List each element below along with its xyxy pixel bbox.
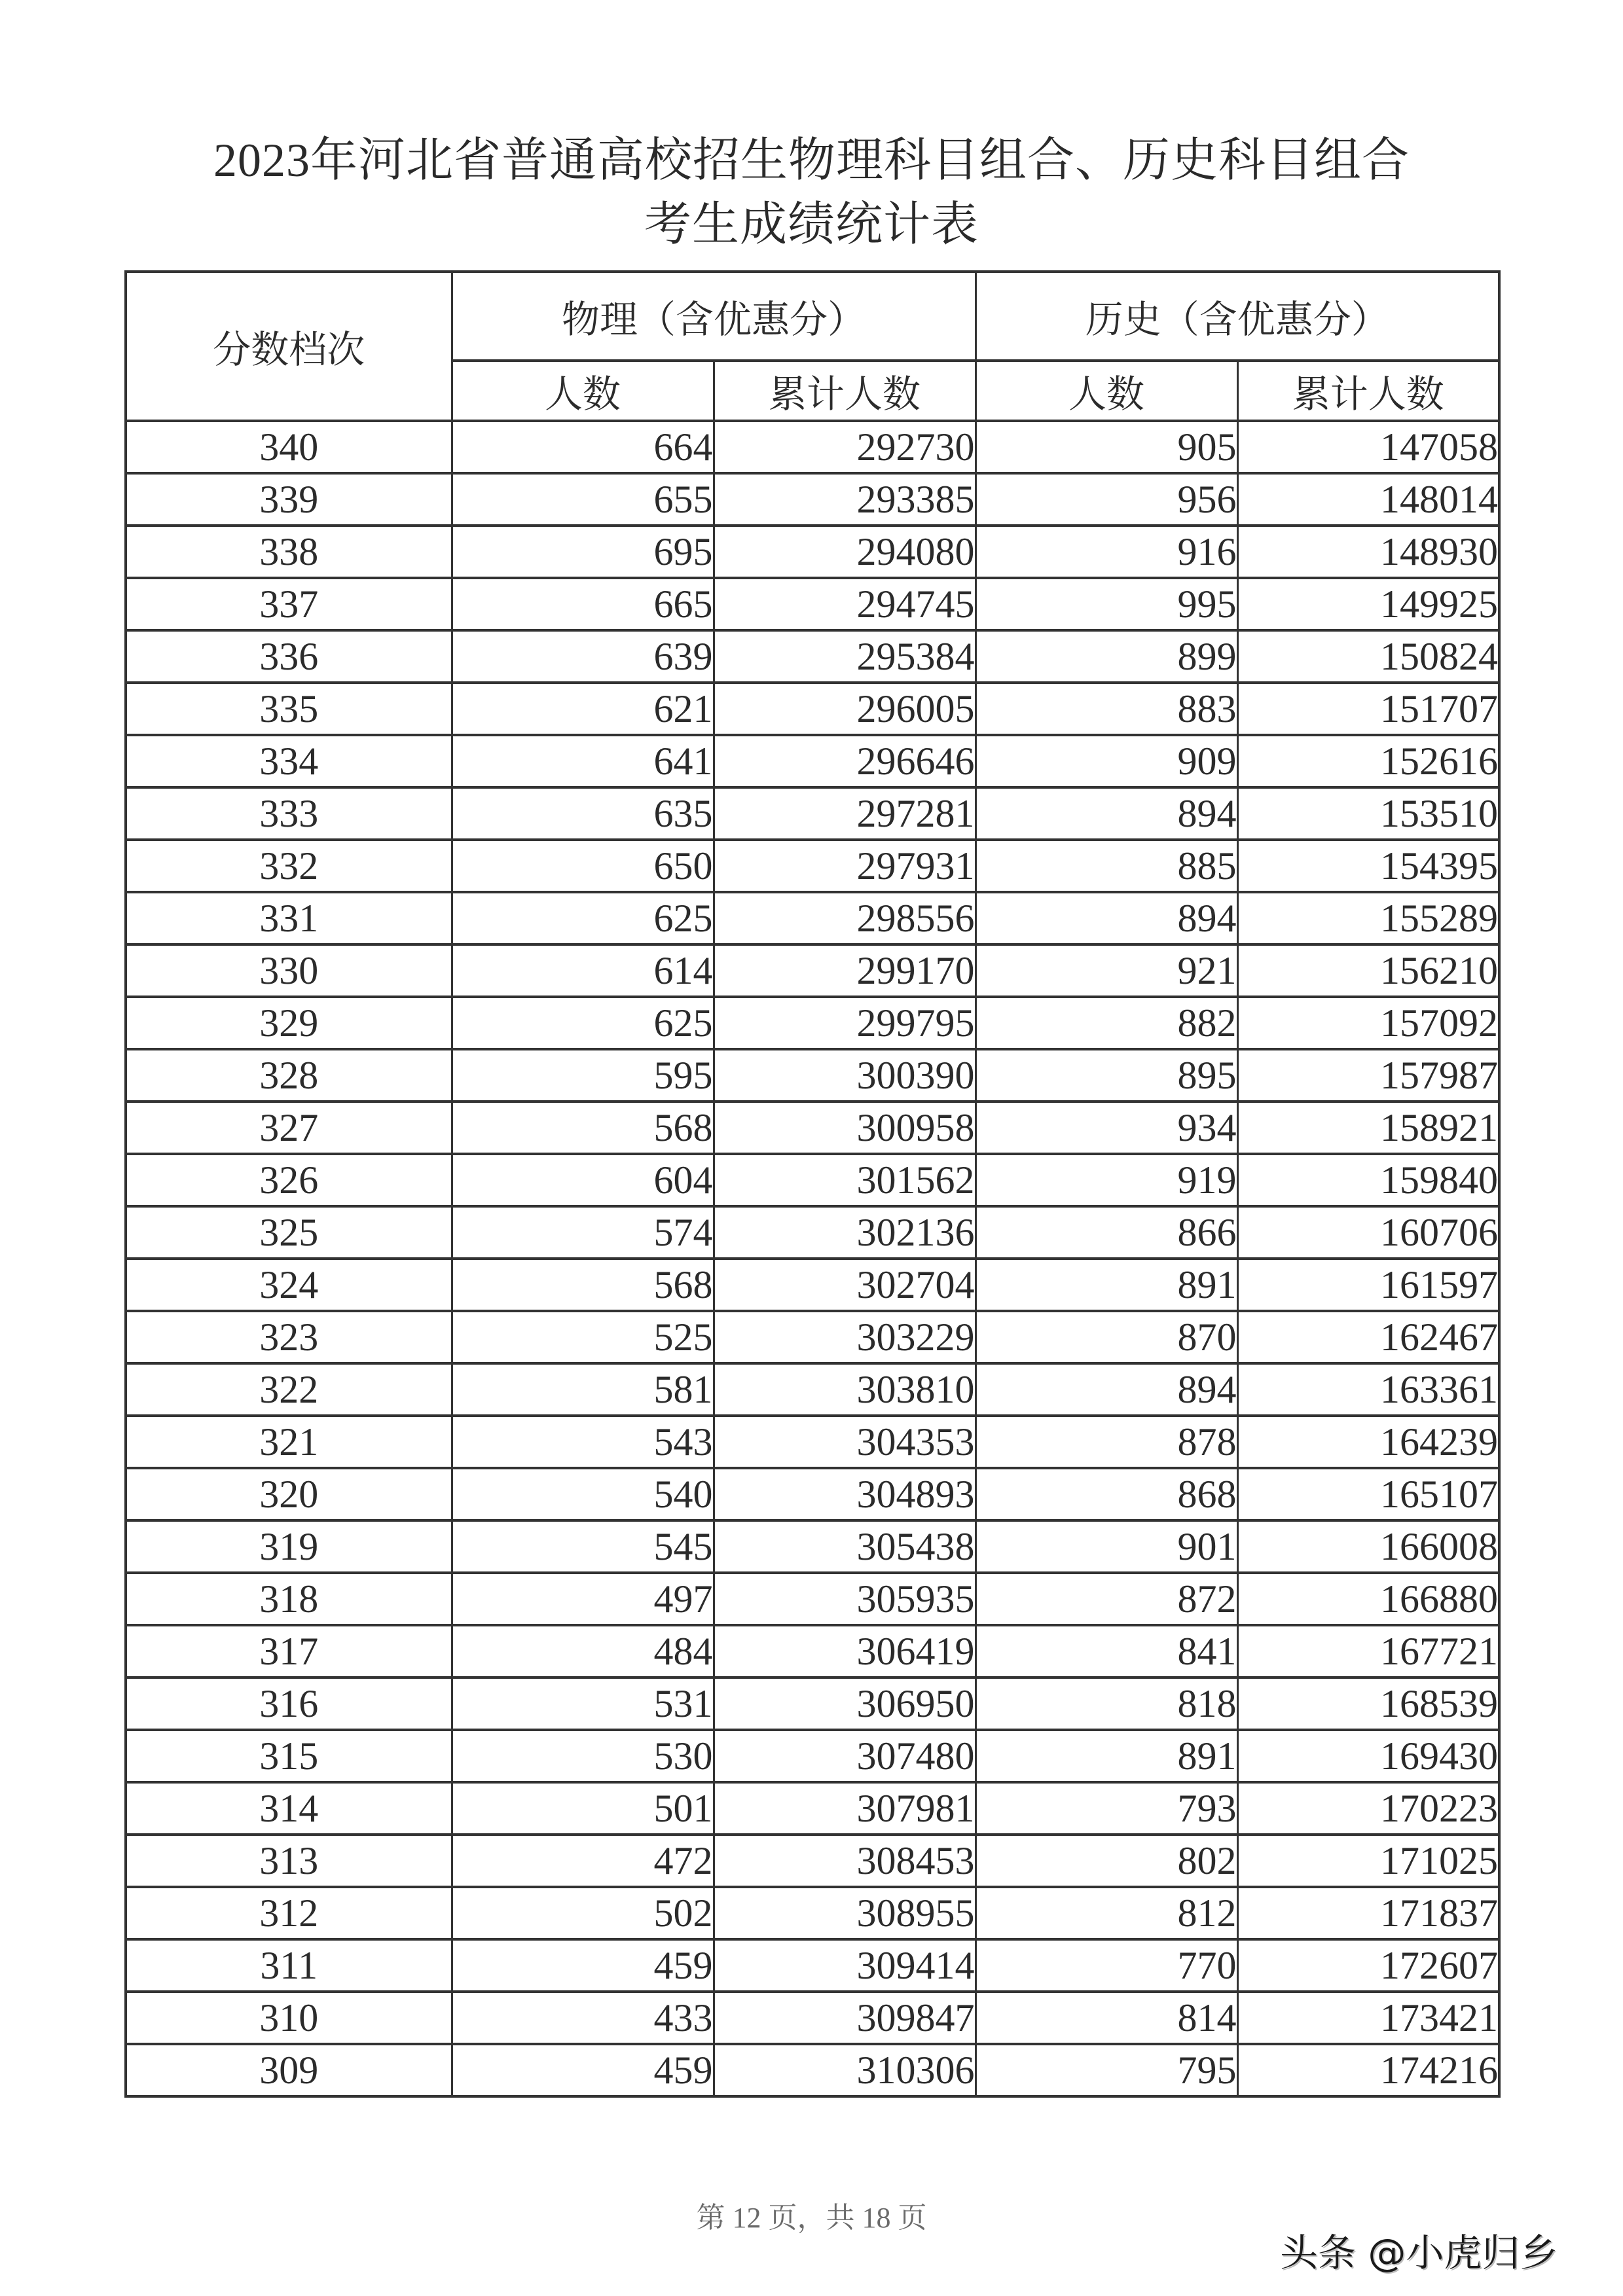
row-history-count: 894 (976, 787, 1237, 840)
header-physics-group: 物理（含优惠分） (452, 272, 976, 361)
row-history-cumulative: 155289 (1237, 892, 1499, 944)
header-history-group: 历史（含优惠分） (976, 272, 1499, 361)
row-history-cumulative: 152616 (1237, 735, 1499, 787)
row-physics-cumulative: 300958 (714, 1102, 976, 1154)
row-history-cumulative: 154395 (1237, 840, 1499, 892)
row-physics-cumulative: 303810 (714, 1363, 976, 1416)
row-history-count: 870 (976, 1311, 1237, 1363)
row-physics-count: 695 (452, 526, 714, 578)
row-physics-count: 568 (452, 1102, 714, 1154)
row-physics-cumulative: 301562 (714, 1154, 976, 1206)
row-physics-count: 531 (452, 1677, 714, 1730)
row-history-cumulative: 148014 (1237, 473, 1499, 526)
row-score-band: 310 (126, 1992, 452, 2044)
row-physics-count: 595 (452, 1049, 714, 1102)
table-row (126, 630, 1499, 683)
row-history-count: 802 (976, 1835, 1237, 1887)
table-row (126, 1206, 1499, 1259)
row-history-count: 921 (976, 944, 1237, 997)
document-title-line-2: 考生成绩统计表 (644, 198, 979, 251)
row-history-count: 899 (976, 630, 1237, 683)
row-score-band: 326 (126, 1154, 452, 1206)
row-history-count: 901 (976, 1520, 1237, 1573)
row-physics-cumulative: 307480 (714, 1730, 976, 1782)
score-statistics-table (124, 270, 1501, 2098)
row-physics-count: 665 (452, 578, 714, 630)
table-row (126, 735, 1499, 787)
row-history-cumulative: 158921 (1237, 1102, 1499, 1154)
row-history-cumulative: 149925 (1237, 578, 1499, 630)
row-physics-cumulative: 292730 (714, 421, 976, 473)
row-history-cumulative: 150824 (1237, 630, 1499, 683)
row-score-band: 313 (126, 1835, 452, 1887)
row-history-count: 882 (976, 997, 1237, 1049)
row-score-band: 330 (126, 944, 452, 997)
row-history-count: 894 (976, 1363, 1237, 1416)
row-physics-count: 433 (452, 1992, 714, 2044)
row-physics-count: 664 (452, 421, 714, 473)
header-history-count: 人数 (976, 361, 1237, 421)
row-physics-count: 484 (452, 1625, 714, 1677)
row-physics-cumulative: 294080 (714, 526, 976, 578)
row-score-band: 316 (126, 1677, 452, 1730)
row-score-band: 336 (126, 630, 452, 683)
row-physics-cumulative: 304893 (714, 1468, 976, 1520)
table-row (126, 1311, 1499, 1363)
row-history-cumulative: 167721 (1237, 1625, 1499, 1677)
watermark: 头条 @小虎归乡 (1280, 2231, 1558, 2275)
table-row (126, 1102, 1499, 1154)
row-score-band: 340 (126, 421, 452, 473)
row-history-count: 956 (976, 473, 1237, 526)
table-row (126, 1939, 1499, 1992)
row-physics-count: 604 (452, 1154, 714, 1206)
row-history-count: 885 (976, 840, 1237, 892)
row-score-band: 337 (126, 578, 452, 630)
row-history-cumulative: 157987 (1237, 1049, 1499, 1102)
row-history-count: 872 (976, 1573, 1237, 1625)
row-score-band: 320 (126, 1468, 452, 1520)
row-physics-count: 625 (452, 892, 714, 944)
row-history-cumulative: 163361 (1237, 1363, 1499, 1416)
row-history-count: 841 (976, 1625, 1237, 1677)
row-physics-cumulative: 297931 (714, 840, 976, 892)
row-physics-cumulative: 304353 (714, 1416, 976, 1468)
table-row (126, 1730, 1499, 1782)
row-history-count: 795 (976, 2044, 1237, 2096)
row-physics-cumulative: 309414 (714, 1939, 976, 1992)
row-history-cumulative: 156210 (1237, 944, 1499, 997)
row-score-band: 314 (126, 1782, 452, 1835)
row-physics-cumulative: 299170 (714, 944, 976, 997)
row-physics-cumulative: 297281 (714, 787, 976, 840)
row-history-cumulative: 174216 (1237, 2044, 1499, 2096)
table-row (126, 1259, 1499, 1311)
row-physics-cumulative: 305438 (714, 1520, 976, 1573)
row-score-band: 332 (126, 840, 452, 892)
row-physics-count: 472 (452, 1835, 714, 1887)
row-physics-cumulative: 299795 (714, 997, 976, 1049)
row-score-band: 327 (126, 1102, 452, 1154)
row-physics-count: 655 (452, 473, 714, 526)
row-physics-count: 502 (452, 1887, 714, 1939)
table-row (126, 1520, 1499, 1573)
header-physics-cumulative: 累计人数 (714, 361, 976, 421)
table-row (126, 840, 1499, 892)
row-history-count: 878 (976, 1416, 1237, 1468)
row-physics-count: 614 (452, 944, 714, 997)
row-physics-cumulative: 300390 (714, 1049, 976, 1102)
table-row (126, 1782, 1499, 1835)
table-row (126, 1468, 1499, 1520)
row-physics-cumulative: 296005 (714, 683, 976, 735)
row-physics-cumulative: 306419 (714, 1625, 976, 1677)
row-physics-cumulative: 303229 (714, 1311, 976, 1363)
row-physics-count: 459 (452, 2044, 714, 2096)
row-physics-cumulative: 302136 (714, 1206, 976, 1259)
row-history-cumulative: 171837 (1237, 1887, 1499, 1939)
row-history-count: 919 (976, 1154, 1237, 1206)
header-score-band: 分数档次 (126, 272, 452, 421)
row-history-cumulative: 165107 (1237, 1468, 1499, 1520)
row-physics-count: 635 (452, 787, 714, 840)
row-history-count: 868 (976, 1468, 1237, 1520)
row-physics-count: 497 (452, 1573, 714, 1625)
row-physics-cumulative: 305935 (714, 1573, 976, 1625)
header-history-cumulative: 累计人数 (1237, 361, 1499, 421)
row-score-band: 321 (126, 1416, 452, 1468)
row-history-cumulative: 166880 (1237, 1573, 1499, 1625)
row-history-cumulative: 147058 (1237, 421, 1499, 473)
row-score-band: 325 (126, 1206, 452, 1259)
row-physics-count: 459 (452, 1939, 714, 1992)
row-score-band: 331 (126, 892, 452, 944)
row-history-cumulative: 151707 (1237, 683, 1499, 735)
row-physics-count: 625 (452, 997, 714, 1049)
row-history-cumulative: 159840 (1237, 1154, 1499, 1206)
row-physics-cumulative: 296646 (714, 735, 976, 787)
row-history-cumulative: 153510 (1237, 787, 1499, 840)
row-physics-cumulative: 293385 (714, 473, 976, 526)
row-physics-cumulative: 306950 (714, 1677, 976, 1730)
row-physics-count: 543 (452, 1416, 714, 1468)
row-history-count: 894 (976, 892, 1237, 944)
table-row (126, 1677, 1499, 1730)
table-row (126, 997, 1499, 1049)
row-history-cumulative: 171025 (1237, 1835, 1499, 1887)
table-row (126, 683, 1499, 735)
row-physics-count: 574 (452, 1206, 714, 1259)
row-history-cumulative: 161597 (1237, 1259, 1499, 1311)
row-score-band: 311 (126, 1939, 452, 1992)
row-history-count: 812 (976, 1887, 1237, 1939)
table-row (126, 1887, 1499, 1939)
row-history-count: 770 (976, 1939, 1237, 1992)
row-score-band: 315 (126, 1730, 452, 1782)
table-row (126, 944, 1499, 997)
row-history-count: 895 (976, 1049, 1237, 1102)
row-physics-cumulative: 309847 (714, 1992, 976, 2044)
table-row (126, 1049, 1499, 1102)
table-row (126, 1835, 1499, 1887)
row-history-count: 905 (976, 421, 1237, 473)
page-indicator: 第 12 页，共 18 页 (696, 2202, 927, 2234)
table-row (126, 892, 1499, 944)
table-row (126, 421, 1499, 473)
row-history-cumulative: 172607 (1237, 1939, 1499, 1992)
row-physics-cumulative: 310306 (714, 2044, 976, 2096)
row-score-band: 312 (126, 1887, 452, 1939)
row-history-cumulative: 162467 (1237, 1311, 1499, 1363)
table-row (126, 473, 1499, 526)
row-score-band: 338 (126, 526, 452, 578)
table-header (126, 272, 1499, 421)
row-history-count: 916 (976, 526, 1237, 578)
row-physics-count: 525 (452, 1311, 714, 1363)
row-physics-count: 501 (452, 1782, 714, 1835)
row-physics-count: 641 (452, 735, 714, 787)
row-history-count: 891 (976, 1730, 1237, 1782)
row-history-count: 818 (976, 1677, 1237, 1730)
row-history-count: 909 (976, 735, 1237, 787)
table-row (126, 1154, 1499, 1206)
row-physics-count: 530 (452, 1730, 714, 1782)
table-row (126, 526, 1499, 578)
row-history-count: 814 (976, 1992, 1237, 2044)
row-score-band: 328 (126, 1049, 452, 1102)
row-score-band: 339 (126, 473, 452, 526)
row-physics-count: 581 (452, 1363, 714, 1416)
document-title-line-1: 2023年河北省普通高校招生物理科目组合、历史科目组合 (213, 134, 1410, 187)
row-score-band: 334 (126, 735, 452, 787)
table-row (126, 1573, 1499, 1625)
row-score-band: 309 (126, 2044, 452, 2096)
header-row-groups (126, 272, 1499, 361)
row-history-count: 934 (976, 1102, 1237, 1154)
row-history-cumulative: 170223 (1237, 1782, 1499, 1835)
row-score-band: 323 (126, 1311, 452, 1363)
row-history-cumulative: 169430 (1237, 1730, 1499, 1782)
table-row (126, 1625, 1499, 1677)
row-score-band: 318 (126, 1573, 452, 1625)
row-physics-count: 621 (452, 683, 714, 735)
row-physics-count: 545 (452, 1520, 714, 1573)
row-history-cumulative: 173421 (1237, 1992, 1499, 2044)
table-row (126, 2044, 1499, 2096)
table-row (126, 1363, 1499, 1416)
row-history-cumulative: 164239 (1237, 1416, 1499, 1468)
row-physics-cumulative: 308453 (714, 1835, 976, 1887)
table-row (126, 1992, 1499, 2044)
row-history-cumulative: 160706 (1237, 1206, 1499, 1259)
row-physics-cumulative: 302704 (714, 1259, 976, 1311)
header-physics-count: 人数 (452, 361, 714, 421)
row-score-band: 333 (126, 787, 452, 840)
row-history-count: 883 (976, 683, 1237, 735)
row-history-cumulative: 148930 (1237, 526, 1499, 578)
table-row (126, 1416, 1499, 1468)
table-body (126, 421, 1499, 2096)
row-score-band: 329 (126, 997, 452, 1049)
row-score-band: 324 (126, 1259, 452, 1311)
table-row (126, 578, 1499, 630)
row-physics-count: 568 (452, 1259, 714, 1311)
row-physics-cumulative: 308955 (714, 1887, 976, 1939)
row-score-band: 322 (126, 1363, 452, 1416)
row-history-count: 995 (976, 578, 1237, 630)
row-history-cumulative: 168539 (1237, 1677, 1499, 1730)
row-history-count: 866 (976, 1206, 1237, 1259)
row-physics-count: 540 (452, 1468, 714, 1520)
row-physics-count: 650 (452, 840, 714, 892)
table-row (126, 787, 1499, 840)
row-history-count: 891 (976, 1259, 1237, 1311)
row-physics-cumulative: 307981 (714, 1782, 976, 1835)
row-history-count: 793 (976, 1782, 1237, 1835)
row-score-band: 335 (126, 683, 452, 735)
row-history-cumulative: 166008 (1237, 1520, 1499, 1573)
row-physics-cumulative: 295384 (714, 630, 976, 683)
row-score-band: 319 (126, 1520, 452, 1573)
row-physics-cumulative: 294745 (714, 578, 976, 630)
row-score-band: 317 (126, 1625, 452, 1677)
row-history-cumulative: 157092 (1237, 997, 1499, 1049)
row-physics-cumulative: 298556 (714, 892, 976, 944)
row-physics-count: 639 (452, 630, 714, 683)
